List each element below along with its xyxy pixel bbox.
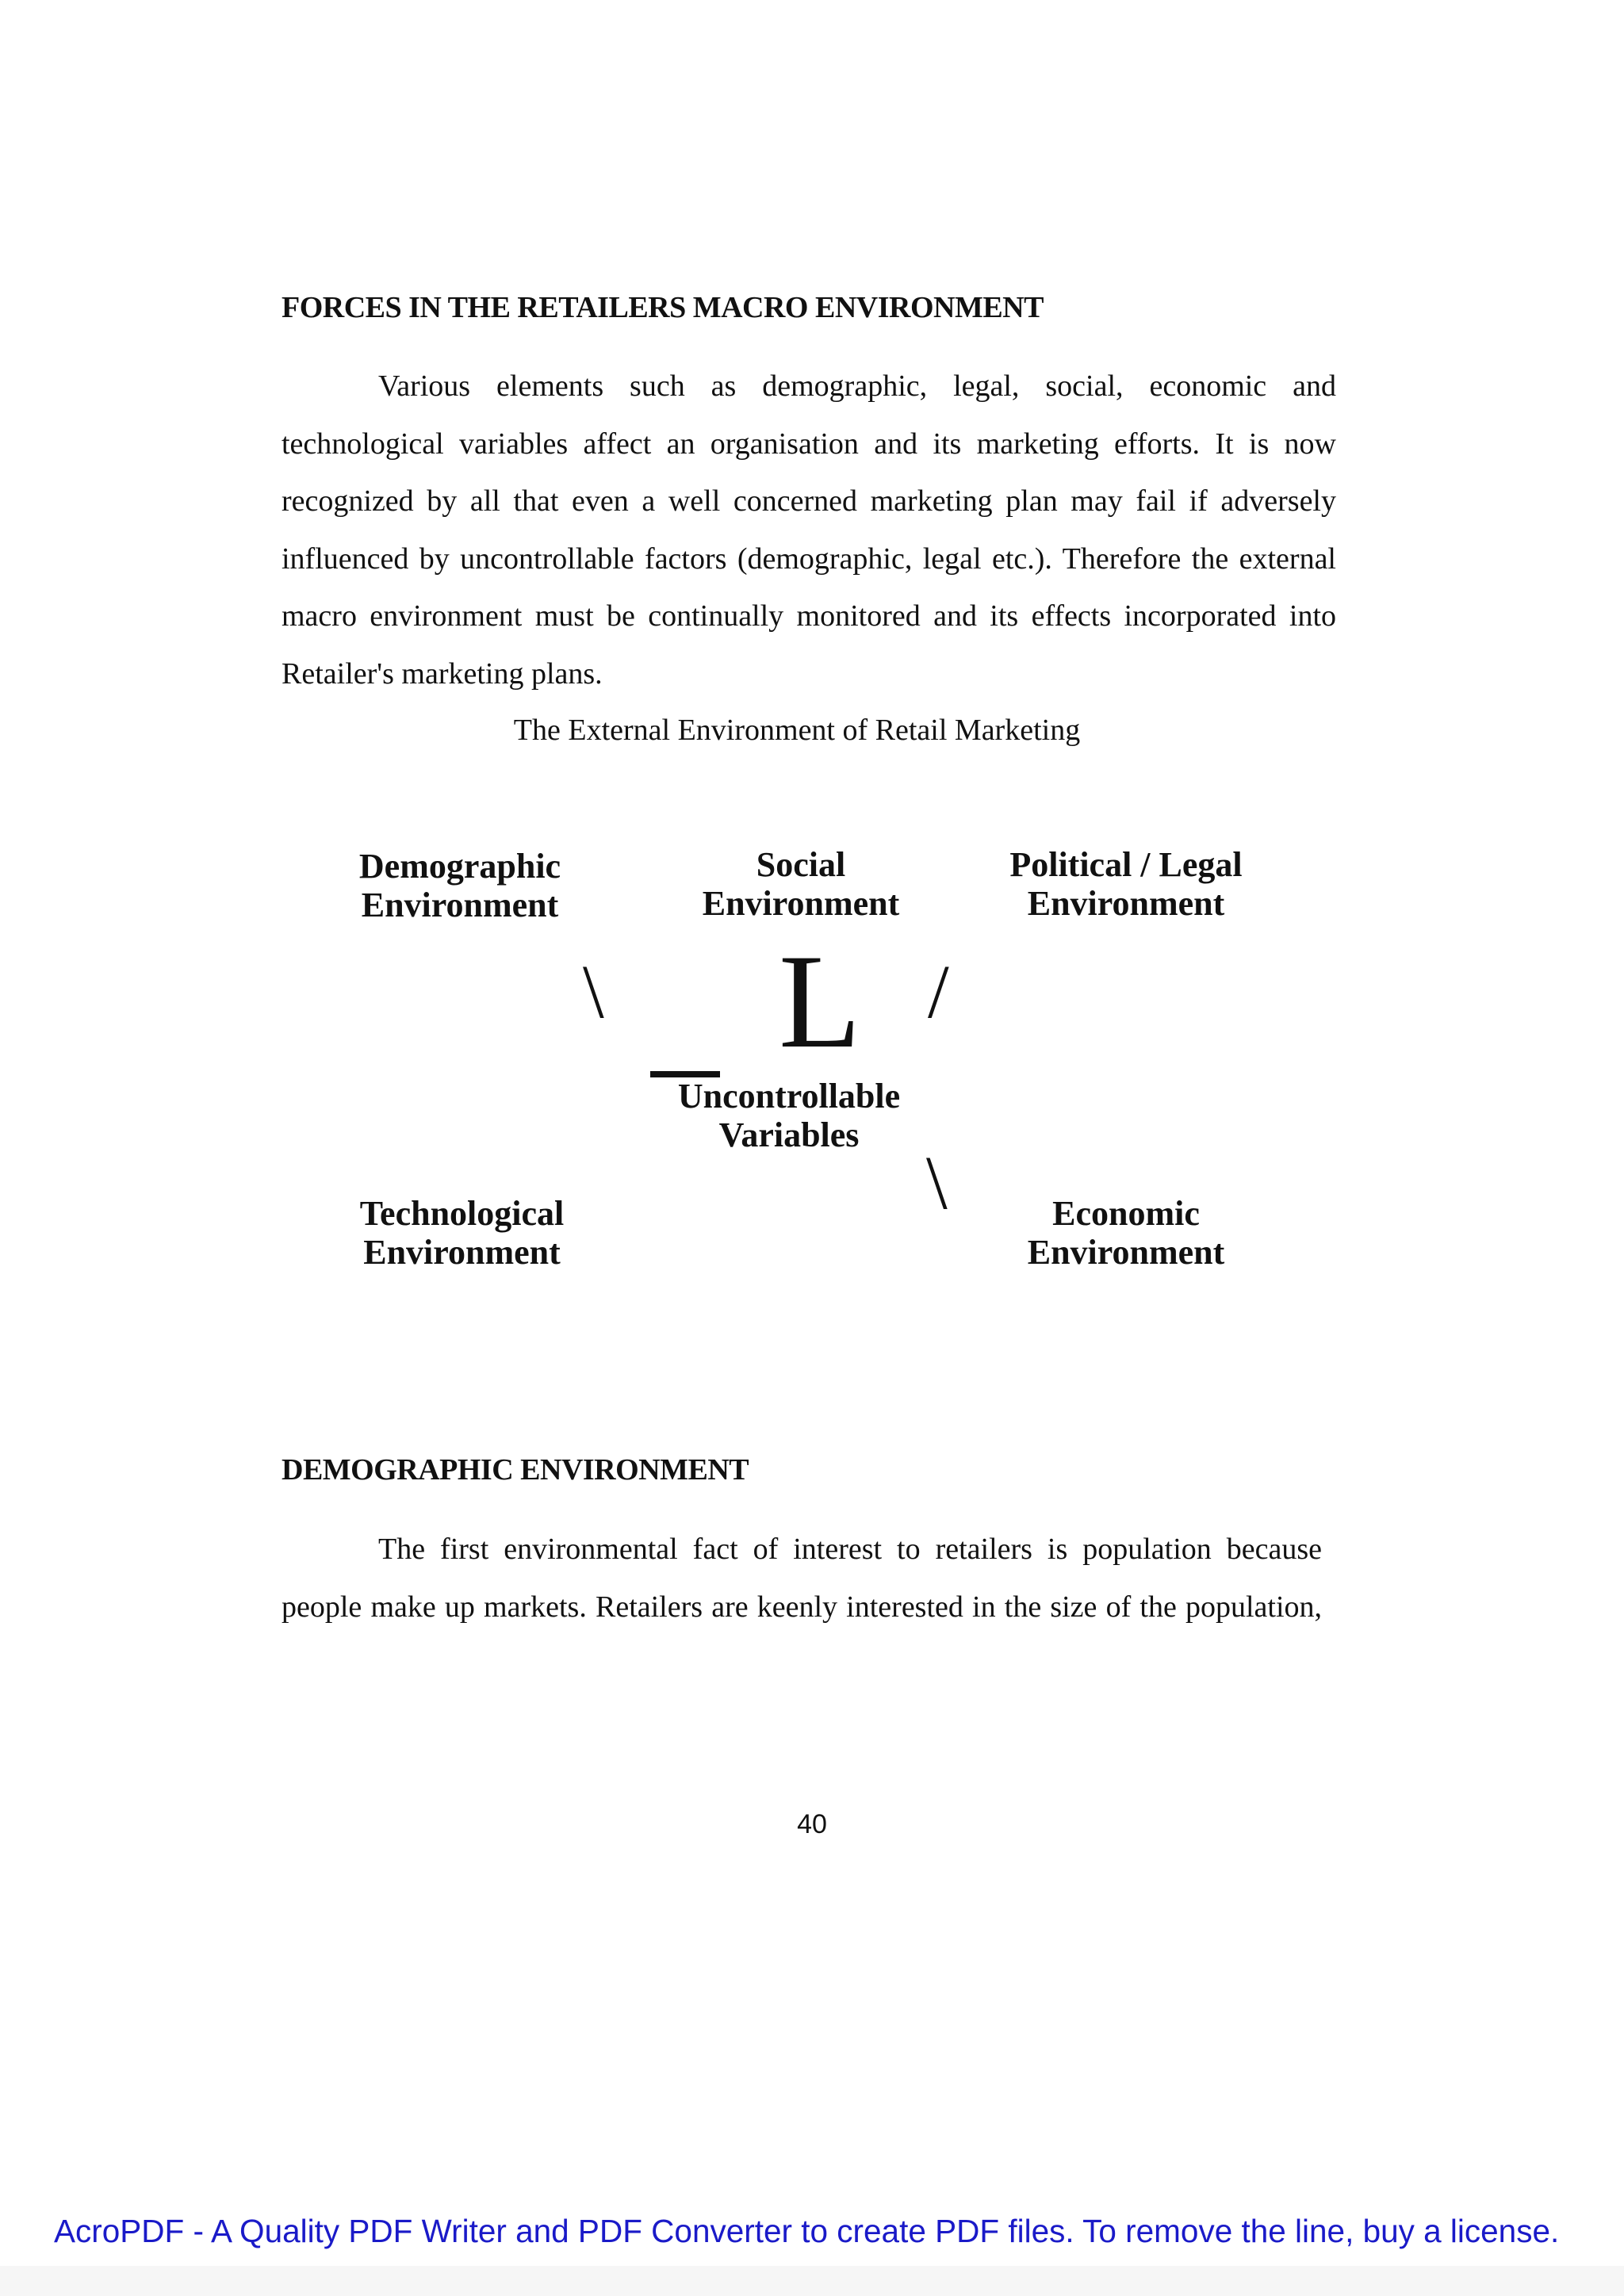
figure-caption: The External Environment of Retail Marketing: [513, 714, 1081, 747]
node-label: Social: [756, 845, 846, 884]
diagram-node-demographic: [349, 847, 571, 924]
node-label: Environment: [363, 1233, 561, 1272]
section-heading-demographic: DEMOGRAPHIC ENVIRONMENT: [282, 1453, 749, 1487]
diagram-node-technological: [349, 1194, 575, 1272]
diagram-node-economic: [1011, 1194, 1241, 1272]
diagram-node-political-legal: [995, 845, 1257, 923]
paragraph-line: Retailer's marketing plans.: [282, 656, 603, 691]
paragraph-line: macro environment must be continually monitored and its effects incorporated into: [282, 599, 1336, 633]
node-label: Environment: [1027, 884, 1225, 923]
node-label: Variables: [718, 1115, 860, 1154]
node-label: Economic: [1052, 1194, 1200, 1233]
node-label: Environment: [1027, 1233, 1225, 1272]
paragraph-line: recognized by all that even a well concerned marketing plan may fail if adversely: [282, 484, 1336, 518]
paragraph-line: The first environmental fact of interest to retailers is population because: [378, 1533, 1322, 1566]
paragraph-line: technological variables affect an organisation and its marketing efforts. It is now: [282, 427, 1336, 461]
section-heading-forces: FORCES IN THE RETAILERS MACRO ENVIRONMENT: [282, 291, 1044, 324]
paragraph-line: Various elements such as demographic, legal, social, economic and: [378, 369, 1336, 403]
connector-backslash: \: [583, 949, 604, 1034]
footer-band: [0, 2266, 1624, 2296]
node-label: Demographic: [358, 847, 561, 886]
connector-backslash-lower: \: [926, 1140, 948, 1225]
paragraph-line: influenced by uncontrollable factors (demographic, legal etc.). Therefore the external: [282, 541, 1336, 576]
footer-watermark: AcroPDF - A Quality PDF Writer and PDF Converter to create PDF files. To remove the line, buy a license.: [54, 2213, 1560, 2249]
paragraph-line: people make up markets. Retailers are keenly interested in the size of the population,: [282, 1590, 1322, 1624]
diagram-node-social: [682, 845, 920, 923]
node-label: Uncontrollable: [677, 1077, 901, 1115]
node-label: Political / Legal: [1009, 845, 1243, 884]
paragraph-demographic: [282, 1521, 1322, 1636]
node-label: Environment: [702, 884, 900, 923]
connector-L-glyph: L: [779, 927, 861, 1076]
page-number: 40: [797, 1809, 827, 1839]
node-label: Environment: [361, 886, 559, 924]
node-label: Technological: [359, 1194, 565, 1233]
diagram-center-uncontrollable-variables: [670, 1077, 908, 1154]
paragraph-forces: [282, 358, 1336, 702]
connector-slash: /: [928, 949, 949, 1034]
